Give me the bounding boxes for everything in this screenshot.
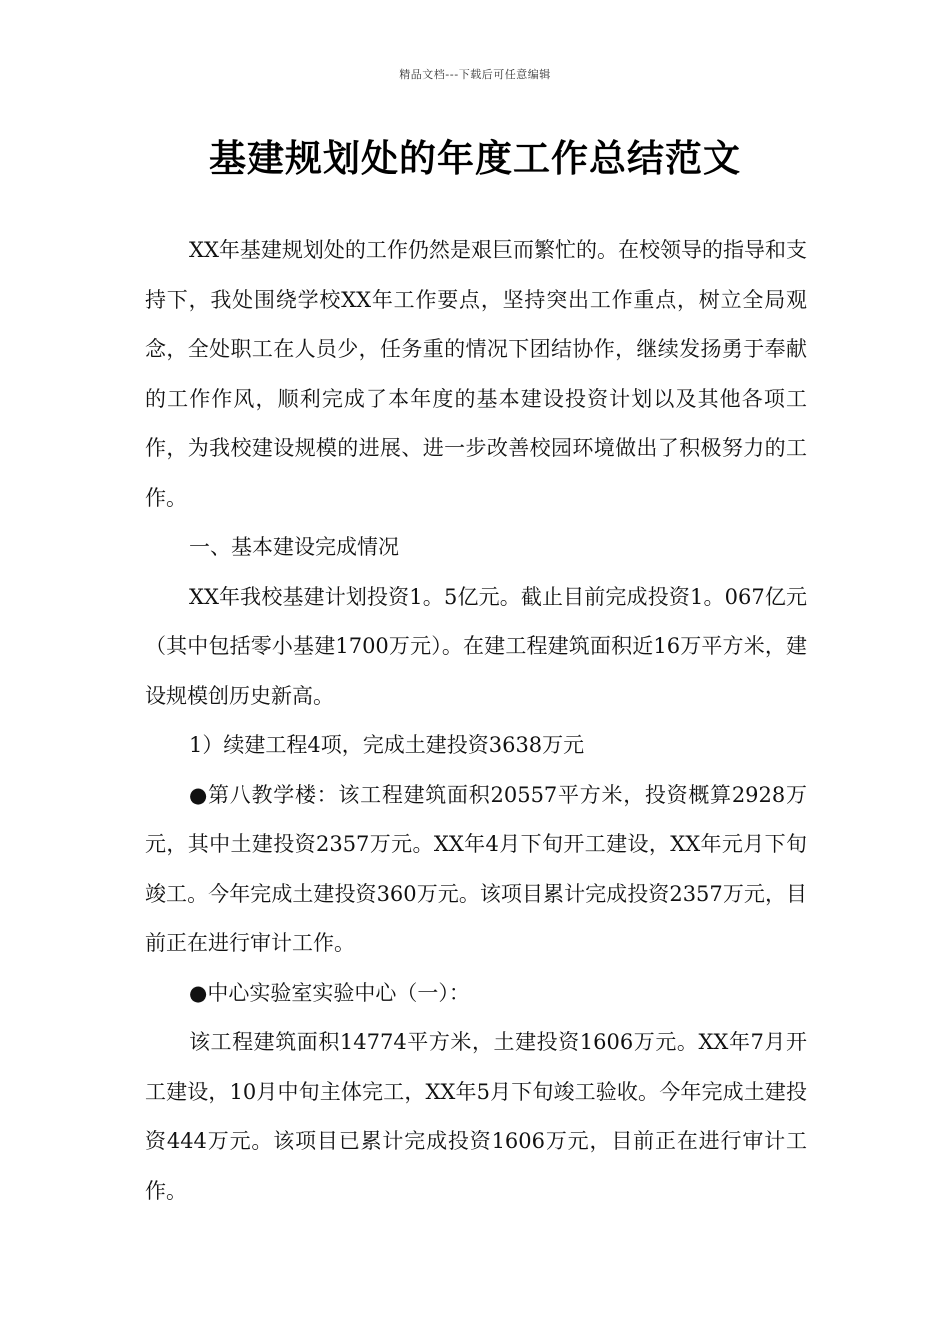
paragraph-teaching-building-8: ●第八教学楼：该工程建筑面积20557平方米，投资概算2928万元，其中土建投资2357万元。XX年4月下旬开工建设，XX年元月下旬竣工。今年完成土建投资360万元。该项目累计完成投资2357万元，目前正在进行审计工作。 (145, 782, 807, 955)
document-body (145, 226, 807, 1216)
header-note: 精品文档---下载后可任意编辑 (399, 68, 551, 81)
subheading-lab-center: ●中心实验室实验中心（一）： (189, 980, 470, 1005)
subheading-continuing-projects: 1）续建工程4项，完成土建投资3638万元 (189, 733, 585, 757)
paragraph-intro: XX年基建规划处的工作仍然是艰巨而繁忙的。在校领导的指导和支持下，我处围绕学校XX年工作要点，坚持突出工作重点，树立全局观念，全处职工在人员少，任务重的情况下团结协作，继续发扬勇于奉献的工作作风，顺利完成了本年度的基本建设投资计划以及其他各项工作，为我校建设规模的进展、进一步改善校园环境做出了积极努力的工作。 (145, 238, 807, 510)
document-title: 基建规划处的年度工作总结范文 (209, 137, 741, 180)
section-heading-construction: 一、基本建设完成情况 (189, 535, 399, 559)
paragraph-lab-center: 该工程建筑面积14774平方米，土建投资1606万元。XX年7月开工建设，10月中旬主体完工，XX年5月下旬竣工验收。今年完成土建投资444万元。该项目已累计完成投资1606万元，目前正在进行审计工作。 (145, 1030, 807, 1203)
paragraph-investment-summary: XX年我校基建计划投资1。5亿元。截止目前完成投资1。067亿元（其中包括零小基建1700万元）。在建工程建筑面积近16万平方米，建设规模创历史新高。 (145, 584, 807, 708)
